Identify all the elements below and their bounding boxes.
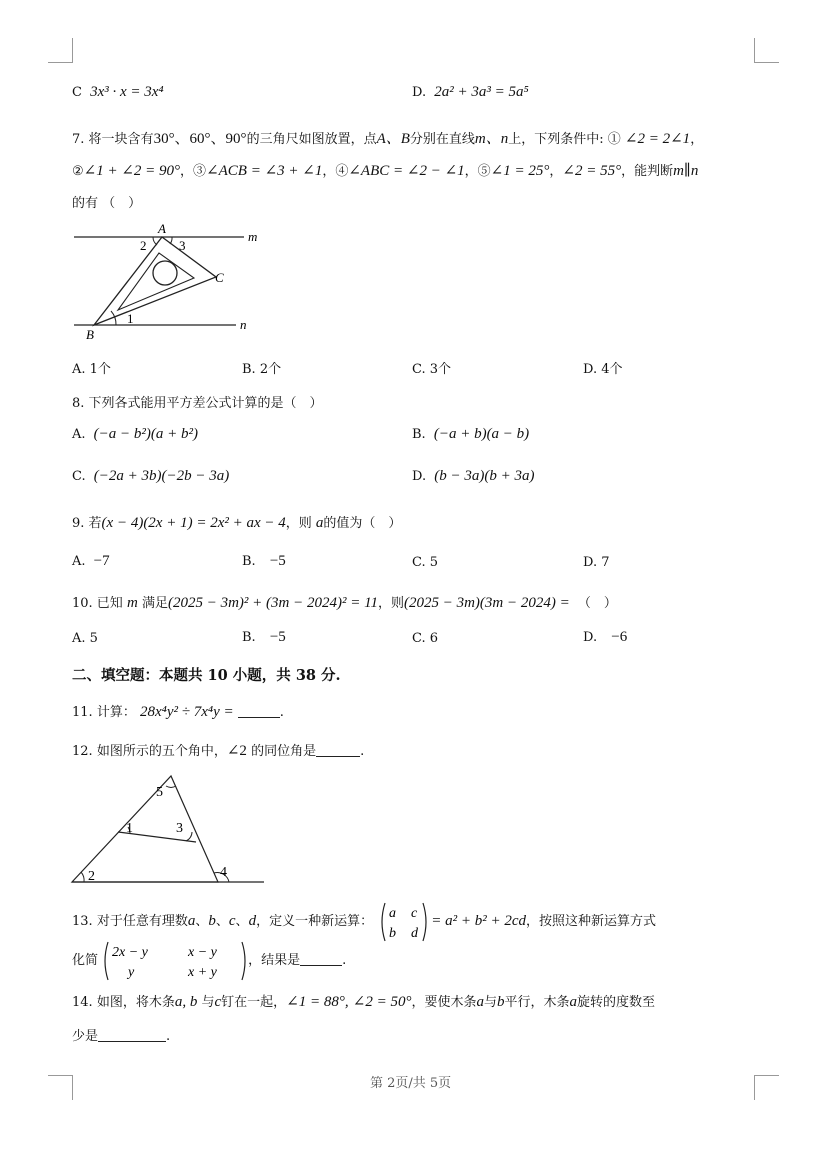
q13-end: . bbox=[342, 953, 347, 968]
q6-option-c-expr: 3x³ · x = 3x⁴ bbox=[90, 84, 164, 100]
q13-line-1 bbox=[72, 899, 656, 943]
q13-separator: 、 bbox=[235, 914, 249, 929]
q13-matrix-2 bbox=[102, 940, 248, 982]
q14-text: ，要使木条 bbox=[411, 995, 477, 1010]
q6-option-d bbox=[412, 84, 529, 101]
q8-option-d bbox=[412, 468, 534, 485]
label-3: 3 bbox=[179, 238, 186, 253]
q10-variable: m bbox=[126, 595, 138, 611]
q12-text: 的同位角是 bbox=[251, 744, 317, 759]
q13-separator: 、 bbox=[195, 914, 209, 929]
label-1: 1 bbox=[126, 821, 133, 836]
q14-angle-1: ∠1 = 88°, bbox=[286, 994, 349, 1010]
q9-text: ，则 bbox=[285, 516, 312, 531]
q6-option-d-label: D. bbox=[412, 85, 427, 100]
label-n: n bbox=[240, 317, 247, 332]
q13-m1-d: d bbox=[411, 925, 419, 941]
q8-option-d-expr: (b − 3a)(b + 3a) bbox=[434, 468, 535, 484]
q7-points: A、B bbox=[376, 131, 410, 147]
q9-option-b bbox=[242, 553, 286, 570]
q10-option-d-label: D. bbox=[583, 630, 598, 645]
q7-condition-5a: ∠1 = 25° bbox=[490, 163, 550, 179]
q10-option-b bbox=[242, 629, 286, 646]
q7-lines: m、n bbox=[474, 131, 509, 147]
q6-option-d-expr: 2a² + 3a³ = 5a⁵ bbox=[434, 84, 529, 100]
q14-text: 旋转的度数至 bbox=[577, 995, 656, 1010]
crop-mark-bottom-left bbox=[48, 1075, 73, 1100]
q7-text: 的有 （ ） bbox=[72, 196, 142, 211]
q14-text: 钉在一起， bbox=[221, 995, 287, 1010]
q14-number: 14. bbox=[72, 995, 93, 1010]
q9-option-c: C. 5 bbox=[412, 555, 439, 570]
q11-end: . bbox=[279, 705, 284, 720]
q12 bbox=[72, 740, 364, 760]
q13-matrix-1 bbox=[379, 901, 429, 943]
q8-option-a-label: A. bbox=[72, 427, 86, 442]
q13-var-a: a bbox=[187, 913, 196, 929]
q7-condition-2: ∠1 + ∠2 = 90° bbox=[83, 163, 181, 179]
q12-number: 12. bbox=[72, 744, 93, 759]
q7-condition-5b: ∠2 = 55° bbox=[562, 163, 622, 179]
q14-var-b: b bbox=[497, 994, 505, 1010]
q7-parallel: m∥n bbox=[673, 163, 699, 179]
q10-number: 10. 已知 bbox=[72, 596, 123, 611]
q13-number: 13. bbox=[72, 914, 93, 929]
page-footer: 第 2页/共 5页 bbox=[370, 1076, 452, 1091]
q14-answer-blank[interactable] bbox=[98, 1029, 166, 1042]
q13-text: 对于任意有理数 bbox=[96, 914, 188, 929]
q14-end: . bbox=[166, 1029, 171, 1044]
q10-option-c: C. 6 bbox=[412, 631, 439, 646]
arc-angle-5 bbox=[166, 786, 176, 787]
q9-option-a-value: −7 bbox=[93, 553, 110, 569]
q12-answer-blank[interactable] bbox=[316, 744, 360, 757]
q7-line-1: 7. 将一块含有30°、60°、90°的三角尺如图放置，点A、B分别在直线m、n上，下列条件中: ① ∠2 = 2∠1， bbox=[72, 131, 704, 147]
q10-option-a: A. 5 bbox=[72, 631, 98, 646]
q10-text: ，则 bbox=[377, 596, 404, 611]
q6-option-c bbox=[72, 84, 164, 101]
q11-number: 11. bbox=[72, 705, 93, 720]
q11-answer-blank[interactable] bbox=[238, 705, 280, 718]
q7-text: ，③ bbox=[180, 164, 207, 179]
q14-text: 与 bbox=[201, 995, 215, 1010]
q7-line-2 bbox=[72, 160, 698, 180]
q8-option-b-expr: (−a + b)(a − b) bbox=[433, 426, 530, 442]
q10-option-d-value: −6 bbox=[611, 629, 628, 645]
q10-expression: (2025 − 3m)(3m − 2024) = bbox=[403, 595, 570, 611]
q13-m1-c: c bbox=[411, 905, 418, 921]
q7-number: 7. bbox=[72, 132, 85, 147]
label-1: 1 bbox=[127, 311, 134, 326]
q7-text: ，能判断 bbox=[621, 164, 674, 179]
q10-option-b-label: B. bbox=[242, 630, 256, 645]
q14-vars-ab: a, b bbox=[174, 994, 198, 1010]
q14-var-c: c bbox=[214, 994, 222, 1010]
label-4: 4 bbox=[220, 865, 227, 880]
label-c: C bbox=[215, 270, 224, 285]
q8-option-a bbox=[72, 426, 198, 443]
q13-text: 化简 bbox=[72, 953, 99, 968]
q7-option-a: A. 1个 bbox=[72, 362, 111, 377]
q13-m2-12: x − y bbox=[188, 944, 218, 960]
q9-option-a bbox=[72, 553, 110, 570]
q11-text: 计算： bbox=[96, 705, 136, 720]
q10-stem bbox=[72, 592, 617, 612]
q10-option-d bbox=[583, 629, 627, 646]
q12-end: . bbox=[360, 744, 365, 759]
q14-var-a: a bbox=[569, 994, 578, 1010]
big-triangle bbox=[72, 776, 218, 882]
q7-text: 分别在直线 bbox=[409, 132, 475, 147]
q7-text: ② bbox=[72, 164, 84, 179]
q7-text: 的三角尺如图放置，点 bbox=[246, 132, 377, 147]
section-2-title: 二、填空题：本题共 10 小题，共 38 分. bbox=[72, 667, 341, 684]
q10-equation: (2025 − 3m)² + (3m − 2024)² = 11 bbox=[167, 595, 378, 611]
q9-option-b-value: −5 bbox=[269, 553, 286, 569]
q9-option-d: D. 7 bbox=[583, 555, 610, 570]
q9-text: 的值为（ ） bbox=[323, 516, 402, 531]
q13-var-c: c bbox=[228, 913, 236, 929]
q13-m2-22: x + y bbox=[188, 964, 218, 980]
q12-text: 如图所示的五个角中， bbox=[96, 744, 227, 759]
q8-option-a-expr: (−a − b²)(a + b²) bbox=[93, 426, 199, 442]
q14-line-2 bbox=[72, 1025, 170, 1044]
q7-condition-4: ∠ABC = ∠2 − ∠1 bbox=[348, 163, 465, 179]
q13-var-d: d bbox=[248, 913, 257, 929]
q13-separator: 、 bbox=[215, 914, 229, 929]
q11-expression: 28x⁴y² ÷ 7x⁴y = bbox=[139, 704, 234, 720]
q13-definition: = a² + b² + 2cd bbox=[431, 913, 526, 929]
arc-angle-3 bbox=[186, 832, 192, 841]
label-m: m bbox=[248, 229, 258, 244]
label-2: 2 bbox=[88, 869, 95, 884]
q13-m1-a: a bbox=[389, 905, 397, 921]
crop-mark-top-left bbox=[48, 38, 73, 63]
crop-mark-top-right bbox=[754, 38, 779, 63]
q7-condition-1: ∠2 = 2∠1 bbox=[624, 131, 691, 147]
q14-line-1 bbox=[72, 991, 655, 1011]
q7-text: ， bbox=[549, 164, 563, 179]
label-2: 2 bbox=[140, 238, 147, 253]
q14-var-a: a bbox=[476, 994, 484, 1010]
q12-figure bbox=[66, 768, 270, 888]
q10-text: 满足 bbox=[141, 596, 168, 611]
q14-text: 平行，木条 bbox=[504, 995, 570, 1010]
q7-option-d: D. 4个 bbox=[583, 362, 623, 377]
q13-text: ，定义一种新运算： bbox=[256, 914, 374, 929]
q9-number: 9. 若 bbox=[72, 516, 102, 531]
q11 bbox=[72, 701, 284, 721]
q14-text: 如图，将木条 bbox=[96, 995, 175, 1010]
q12-angle: ∠2 bbox=[226, 743, 247, 759]
q8-option-c-expr: (−2a + 3b)(−2b − 3a) bbox=[93, 468, 230, 484]
q9-variable: a bbox=[315, 515, 324, 531]
q13-m1-b: b bbox=[389, 925, 397, 941]
q7-text: ，⑤ bbox=[464, 164, 491, 179]
q8-option-b-label: B. bbox=[412, 427, 426, 442]
q7-condition-3: ∠ACB = ∠3 + ∠1 bbox=[206, 163, 323, 179]
q8-option-c bbox=[72, 468, 229, 485]
q13-answer-blank[interactable] bbox=[300, 953, 342, 966]
q7-line-3 bbox=[72, 192, 141, 211]
q10-option-b-value: −5 bbox=[269, 629, 286, 645]
q7-angles: 30°、60°、90° bbox=[153, 131, 247, 147]
arc-angle-3 bbox=[170, 237, 172, 244]
q7-figure bbox=[66, 220, 266, 344]
q13-line-2 bbox=[72, 939, 346, 983]
q9-equation: (x − 4)(2x + 1) = 2x² + ax − 4 bbox=[101, 515, 286, 531]
label-a: A bbox=[158, 221, 166, 236]
q14-angle-2: ∠2 = 50° bbox=[352, 994, 412, 1010]
q13-m2-21: y bbox=[128, 964, 135, 980]
q14-text: 少是 bbox=[72, 1029, 99, 1044]
q13-m2-11: 2x − y bbox=[112, 944, 149, 960]
label-5: 5 bbox=[156, 785, 163, 800]
q7-text: 上，下列条件中: ① bbox=[508, 132, 621, 147]
q9-option-a-label: A. bbox=[72, 554, 86, 569]
q7-text: 将一块含有 bbox=[88, 132, 154, 147]
q13-text: ，结果是 bbox=[248, 953, 301, 968]
q8-stem: 8. 下列各式能用平方差公式计算的是（ ） bbox=[72, 396, 323, 411]
q6-option-c-label: C bbox=[72, 85, 82, 100]
crop-mark-bottom-right bbox=[754, 1075, 779, 1100]
q9-option-b-label: B. bbox=[242, 554, 256, 569]
q10-text: （ ） bbox=[577, 596, 617, 611]
q8-option-b bbox=[412, 426, 529, 443]
label-b: B bbox=[86, 327, 94, 342]
q13-var-b: b bbox=[208, 913, 216, 929]
q8-option-d-label: D. bbox=[412, 469, 427, 484]
q7-text: ，④ bbox=[322, 164, 349, 179]
triangle-hole bbox=[153, 261, 177, 285]
q9-stem bbox=[72, 512, 401, 532]
arc-angle-2 bbox=[81, 872, 84, 882]
q14-text: 与 bbox=[484, 995, 498, 1010]
q13-text: ，按照这种新运算方式 bbox=[526, 914, 657, 929]
q7-option-b: B. 2个 bbox=[242, 362, 282, 377]
q7-option-c: C. 3个 bbox=[412, 362, 452, 377]
label-3: 3 bbox=[176, 821, 183, 836]
q8-option-c-label: C. bbox=[72, 469, 86, 484]
